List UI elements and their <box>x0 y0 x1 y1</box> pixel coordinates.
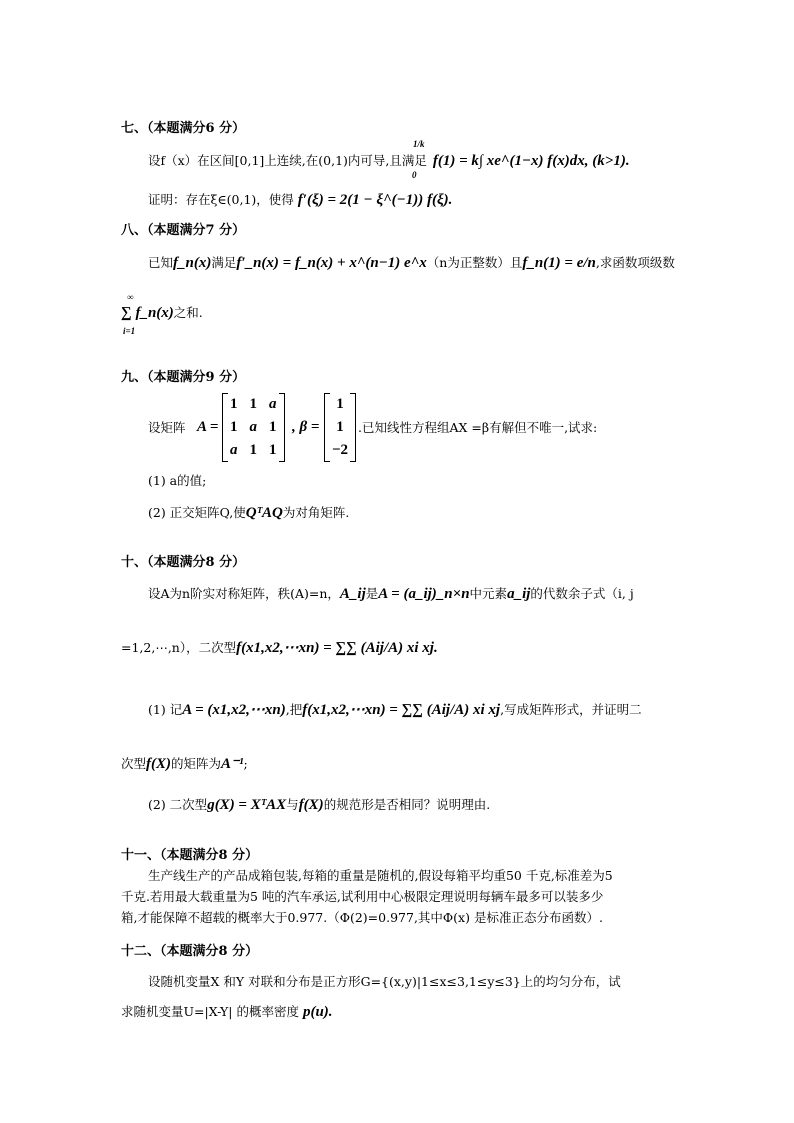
s7-int-upper: 1/k <box>413 139 425 149</box>
section-8-line-1 <box>148 256 675 271</box>
s10-p1-text-b: 是 <box>365 586 379 601</box>
s9-q2-formula: QᵀAQ <box>245 505 283 521</box>
s10-p1-text-d: 的代数余子式（i, j <box>530 586 634 601</box>
matrix-A-cell: 1 <box>249 396 257 412</box>
s8-p2-text: 之和. <box>173 305 203 320</box>
s9-p1-text-a: 设矩阵 <box>148 420 186 435</box>
section-7-line-1 <box>148 154 628 169</box>
s12-line-2 <box>121 1005 333 1020</box>
s8-p1-f3: f_n(1) = e/n <box>522 255 596 271</box>
s10-q1-f2: f(x1,x2,⋯xn) = ∑∑ (Aij/A) xi xj <box>302 702 501 718</box>
s10-p2-text: =1,2,⋯,n），二次型 <box>121 640 237 655</box>
section-11-title: 十一、（本题满分8 分） <box>121 848 259 863</box>
matrix-A-cell: 1 <box>249 442 257 458</box>
section-7-title: 七、（本题满分6 分） <box>121 121 246 136</box>
s8-p1-text-a: 已知 <box>148 255 174 270</box>
s10-q1c-text-c: ; <box>243 756 248 771</box>
s10-q1-text-a: (1) 记 <box>148 702 183 717</box>
s10-p2-formula: f(x1,x2,⋯xn) = ∑∑ (Aij/A) xi xj. <box>236 640 438 656</box>
s11-line-1: 生产线生产的产品成箱包装,每箱的重量是随机的,假设每箱平均重50 千克,标准差为5 <box>148 868 613 883</box>
s8-sum-lower: i=1 <box>123 326 136 336</box>
s11-line-2: 千克.若用最大载重量为5 吨的汽车承运,试利用中心极限定理说明每辆车最多可以装多少 <box>121 889 604 904</box>
s10-q2-text-c: 的规范形是否相同？说明理由. <box>323 797 491 812</box>
s7-int-lower: 0 <box>412 170 417 180</box>
s7-p1-formula: f(1) = k∫ xe^(1−x) f(x)dx, (k>1). <box>432 153 630 169</box>
s8-p1-f1: f_n(x) <box>173 255 212 271</box>
s10-p1-text-a: 设A为n阶实对称矩阵，秩(A)=n， <box>148 586 340 601</box>
matrix-A <box>224 393 283 462</box>
s8-sum-upper: ∞ <box>127 292 134 302</box>
section-10-q2 <box>148 798 490 813</box>
section-12-title: 十二、（本题满分8 分） <box>121 944 259 959</box>
s12-l2-text: 求随机变量U=|X-Y| 的概率密度 <box>121 1004 299 1019</box>
s11-line-3: 箱,才能保障不超载的概率大于0.977.（Φ(2)=0.977,其中Φ(x) 是标准正态分布函数）. <box>121 910 603 925</box>
vector-beta-cell: 1 <box>336 396 344 412</box>
s8-p2-formula: ∑ f_n(x) <box>121 305 174 321</box>
s9-A-label: A = <box>197 419 219 435</box>
s7-p1-text: 设f（x）在区间[0,1]上连续,在(0,1)内可导,且满足 <box>148 153 427 168</box>
section-9-title: 九、（本题满分9 分） <box>121 370 246 385</box>
matrix-A-cell: a <box>269 396 277 412</box>
s10-q2-text-a: (2) 二次型 <box>148 797 208 812</box>
s10-p1-f1: A_ij <box>339 586 366 602</box>
matrix-A-cell: 1 <box>269 442 277 458</box>
section-8-title: 八、（本题满分7 分） <box>121 223 246 238</box>
s9-q2-text-a: (2) 正交矩阵Q,使 <box>148 505 246 520</box>
s10-p1-f2: A = (a_ij)_n×n <box>378 586 470 602</box>
s10-q1c-f2: A⁻¹ <box>221 756 244 772</box>
s9-q2 <box>148 506 349 521</box>
s7-p2-formula: f′(ξ) = 2(1 − ξ^(−1)) f(ξ). <box>297 192 453 208</box>
s10-q2-f2: f(X) <box>298 797 324 813</box>
vector-beta <box>326 393 354 462</box>
s10-p1-f3: a_ij <box>507 586 531 602</box>
matrix-A-cell: a <box>230 442 238 458</box>
s10-q2-f1: g(X) = XᵀAX <box>207 797 287 813</box>
s10-q1c-f1: f(X) <box>146 756 172 772</box>
s10-p1-text-c: 中元素 <box>469 586 508 601</box>
s10-q1-text-c: ,写成矩阵形式，并证明二 <box>500 702 642 717</box>
s7-p2-text: 证明：存在ξ∈(0,1)，使得 <box>148 192 294 207</box>
vector-beta-cell: 1 <box>336 419 344 435</box>
s9-p1-text-b: .已知线性方程组AX =β有解但不唯一,试求: <box>358 420 598 435</box>
s9-q2-text-b: 为对角矩阵. <box>282 505 350 520</box>
section-10-line-2 <box>121 641 438 656</box>
s10-q1c-text-b: 的矩阵为 <box>171 756 222 771</box>
section-7-line-2 <box>148 193 452 208</box>
s8-p1-f2: f′_n(x) = f_n(x) + x^(n−1) e^x <box>236 255 427 271</box>
vector-beta-cell: −2 <box>332 442 349 458</box>
s9-q1: (1) a的值; <box>148 473 207 488</box>
s8-p1-text-c: ,求函数项级数 <box>595 255 675 270</box>
matrix-A-cell: 1 <box>230 396 238 412</box>
matrix-A-cell: a <box>249 419 257 435</box>
section-10-line-1 <box>148 587 634 602</box>
s10-q1-f1: A = (x1,x2,⋯xn) <box>182 702 286 718</box>
matrix-A-cell: 1 <box>230 419 238 435</box>
s9-beta-label: , β = <box>292 419 320 435</box>
matrix-A-cell: 1 <box>269 419 277 435</box>
s12-l2-formula: p(u). <box>302 1004 333 1020</box>
section-10-q1 <box>148 703 642 718</box>
section-8-line-2 <box>121 306 203 321</box>
s8-p1-text-b: 满足 <box>211 255 237 270</box>
s10-q2-text-b: 与 <box>286 797 299 812</box>
s12-line-1: 设随机变量X 和Y 对联和分布是正方形G={(x,y)|1≤x≤3,1≤y≤3}上的均匀分布，试 <box>148 974 621 989</box>
s10-q1-text-b: ,把 <box>285 702 303 717</box>
section-10-title: 十、（本题满分8 分） <box>121 555 246 570</box>
s8-p1-note: （n为正整数）且 <box>426 255 523 270</box>
s10-q1c-text-a: 次型 <box>121 756 147 771</box>
section-10-q1-cont <box>121 757 248 772</box>
